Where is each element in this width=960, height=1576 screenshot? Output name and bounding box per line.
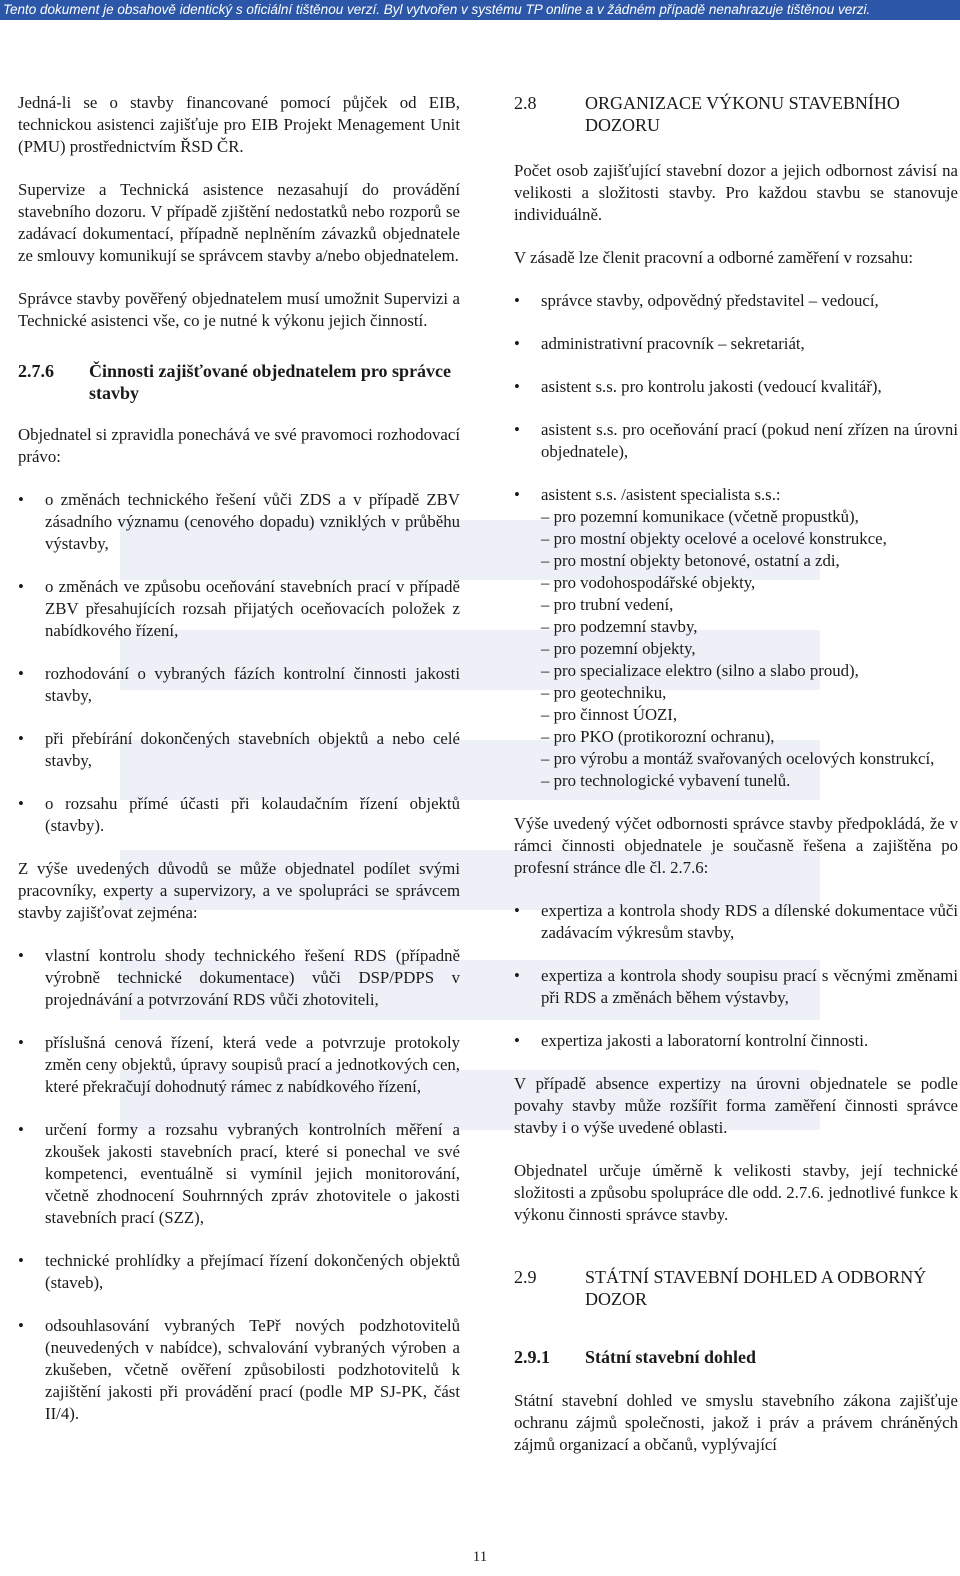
sub-list-item: – pro pozemní objekty, [541, 639, 696, 658]
section-heading-2-9-1 [514, 1346, 958, 1368]
sub-list-item: – pro výrobu a montáž svařovaných ocelových konstrukcí, [541, 749, 935, 768]
sub-list-item: – pro geotechniku, [541, 683, 667, 702]
paragraph: Státní stavební dohled ve smyslu stavebního zákona zajišťuje ochranu zájmů společnosti, jakož i práv a právem chráněných zájmů organizací a občanů, vyplývající [514, 1391, 958, 1454]
sub-list-item: – pro mostní objekty betonové, ostatní a zdi, [541, 551, 840, 570]
section-number: 2.9.1 [514, 1347, 550, 1367]
sub-list-item: – pro vodohospodářské objekty, [541, 573, 756, 592]
list-item [514, 484, 958, 792]
paragraph: Objednatel určuje úměrně k velikosti stavby, její technické složitosti a způsobu spolupráce dle odd. 2.7.6. jednotlivé funkce k výkonu činnosti správce stavby. [514, 1161, 958, 1224]
paragraph: Počet osob zajišťující stavební dozor a jejich odbornost závisí na velikosti a složitosti stavby. Pro každou stavbu se stanovuje individuálně. [514, 161, 958, 224]
list-item: • administrativní pracovník – sekretariát, [514, 333, 958, 355]
list-item: • odsouhlasování vybraných TePř nových podzhotovitelů (neuvedených v nabídce), schvalování vybraných výroben a zkušeben, včetně ověření způsobilosti podzhotovitelů k zajištění jakosti při provádění prací (podle MP SJ-PK, část II/4). [18, 1315, 460, 1425]
list-item: • o změnách ve způsobu oceňování stavebních prací v případě ZBV přesahujících rozsah přijatých oceňovacích položek z nabídkového řízení, [18, 576, 460, 642]
section-title: Státní stavební dohled [585, 1347, 757, 1367]
sub-list-item: – pro podzemní stavby, [541, 617, 698, 636]
paragraph: Výše uvedený výčet odbornosti správce stavby předpokládá, že v rámci činnosti objednatele je současně řešena a zajištěna po profesní stránce dle čl. 2.7.6: [514, 814, 958, 877]
list-item: • rozhodování o vybraných fázích kontrolní činnosti jakosti stavby, [18, 663, 460, 707]
list-item: • určení formy a rozsahu vybraných kontrolních měření a zkoušek jakosti stavebních prací, které si ponechal ve své kompetenci, eventuálně si vymínil jejich monitorování, včetně zhodnocení Souhrnných zpráv zhotovitele o jakosti stavebních prací (SZZ), [18, 1119, 460, 1229]
disclaimer-banner: Tento dokument je obsahově identický s oficiální tištěnou verzí. Byl vytvořen v systému TP online a v žádném případě nenahrazuje tištěnou verzi. [0, 0, 960, 20]
left-column [18, 92, 460, 1446]
list-item: • příslušná cenová řízení, která vede a potvrzuje protokoly změn ceny objektů, úpravy soupisů prací a jednotkových cen, které překračují dohodnutý rámec z nabídkového řízení, [18, 1032, 460, 1098]
bullet-list [18, 489, 460, 837]
sub-list-item: – pro specializace elektro (silno a slabo proud), [541, 661, 859, 680]
sub-list-item: – pro PKO (protikorozní ochranu), [541, 727, 775, 746]
paragraph: Správce stavby pověřený objednatelem musí umožnit Supervizi a Technické asistenci vše, co je nutné k výkonu jejich činností. [18, 289, 460, 330]
list-item: • o rozsahu přímé účasti při kolaudačním řízení objektů (stavby). [18, 793, 460, 837]
list-item-text: asistent s.s. /asistent specialista s.s.: [541, 485, 781, 504]
paragraph: Supervize a Technická asistence nezasahují do provádění stavebního dozoru. V případě zjištění nedostatků nebo rozporů se zadávací dokumentací, případně neplněním závazků objednatele ze smlouvy komunikují se správcem stavby a/nebo objednatelem. [18, 180, 460, 265]
sub-list-item: – pro technologické vybavení tunelů. [541, 771, 791, 790]
list-item: • asistent s.s. pro oceňování prací (pokud není zřízen na úrovni objednatele), [514, 419, 958, 463]
section-number: 2.7.6 [18, 361, 54, 381]
sub-list [541, 506, 958, 792]
section-heading-2-7-6 [18, 360, 460, 404]
bullet-list [514, 290, 958, 792]
paragraph: Z výše uvedených důvodů se může objednatel podílet svými pracovníky, experty a supervizory, a ve spolupráci se správcem stavby zajišťovat zejména: [18, 859, 460, 922]
paragraph: V případě absence expertizy na úrovni objednatele se podle povahy stavby může rozšířit forma zaměření činnosti správce stavby i o výše uvedené oblasti. [514, 1074, 958, 1137]
section-heading-2-8 [514, 92, 958, 136]
list-item: • při přebírání dokončených stavebních objektů a nebo celé stavby, [18, 728, 460, 772]
section-number: 2.9 [514, 1267, 537, 1287]
section-heading-2-9 [514, 1266, 958, 1310]
sub-list-item: – pro trubní vedení, [541, 595, 674, 614]
bullet-list [18, 945, 460, 1425]
list-item: • expertiza jakosti a laboratorní kontrolní činnosti. [514, 1030, 958, 1052]
sub-list-item: – pro činnost ÚOZI, [541, 705, 678, 724]
paragraph: Jedná-li se o stavby financované pomocí půjček od EIB, technickou asistenci zajišťuje pro EIB Projekt Menagement Unit (PMU) prostřednictvím ŘSD ČR. [18, 93, 460, 156]
sub-list-item: – pro mostní objekty ocelové a ocelové konstrukce, [541, 529, 887, 548]
list-item: • expertiza a kontrola shody soupisu prací s věcnými změnami při RDS a změnách během výstavby, [514, 965, 958, 1009]
section-number: 2.8 [514, 93, 537, 113]
list-item: • expertiza a kontrola shody RDS a dílenské dokumentace vůči zadávacím výkresům stavby, [514, 900, 958, 944]
paragraph: V zásadě lze členit pracovní a odborné zaměření v rozsahu: [514, 248, 913, 267]
right-column [514, 92, 958, 1477]
section-title: STÁTNÍ STAVEBNÍ DOHLED A ODBORNÝ DOZOR [585, 1267, 927, 1309]
section-title: Činnosti zajišťované objednatelem pro správce stavby [89, 361, 452, 403]
list-item: • správce stavby, odpovědný představitel – vedoucí, [514, 290, 958, 312]
list-item: • o změnách technického řešení vůči ZDS a v případě ZBV zásadního významu (cenového dopadu) vzniklých v průběhu výstavby, [18, 489, 460, 555]
list-item: • asistent s.s. pro kontrolu jakosti (vedoucí kvalitář), [514, 376, 958, 398]
list-item: • vlastní kontrolu shody technického řešení RDS (případně výrobně technické dokumentace) vůči DSP/PDPS v projednávání a potvrzování RDS vůči zhotoviteli, [18, 945, 460, 1011]
section-title: ORGANIZACE VÝKONU STAVEBNÍHO DOZORU [585, 93, 900, 135]
sub-list-item: – pro pozemní komunikace (včetně propustků), [541, 507, 859, 526]
page-number: 11 [472, 1549, 488, 1565]
bullet-list [514, 900, 958, 1052]
list-item: • technické prohlídky a přejímací řízení dokončených objektů (staveb), [18, 1250, 460, 1294]
paragraph: Objednatel si zpravidla ponechává ve své pravomoci rozhodovací právo: [18, 425, 460, 466]
